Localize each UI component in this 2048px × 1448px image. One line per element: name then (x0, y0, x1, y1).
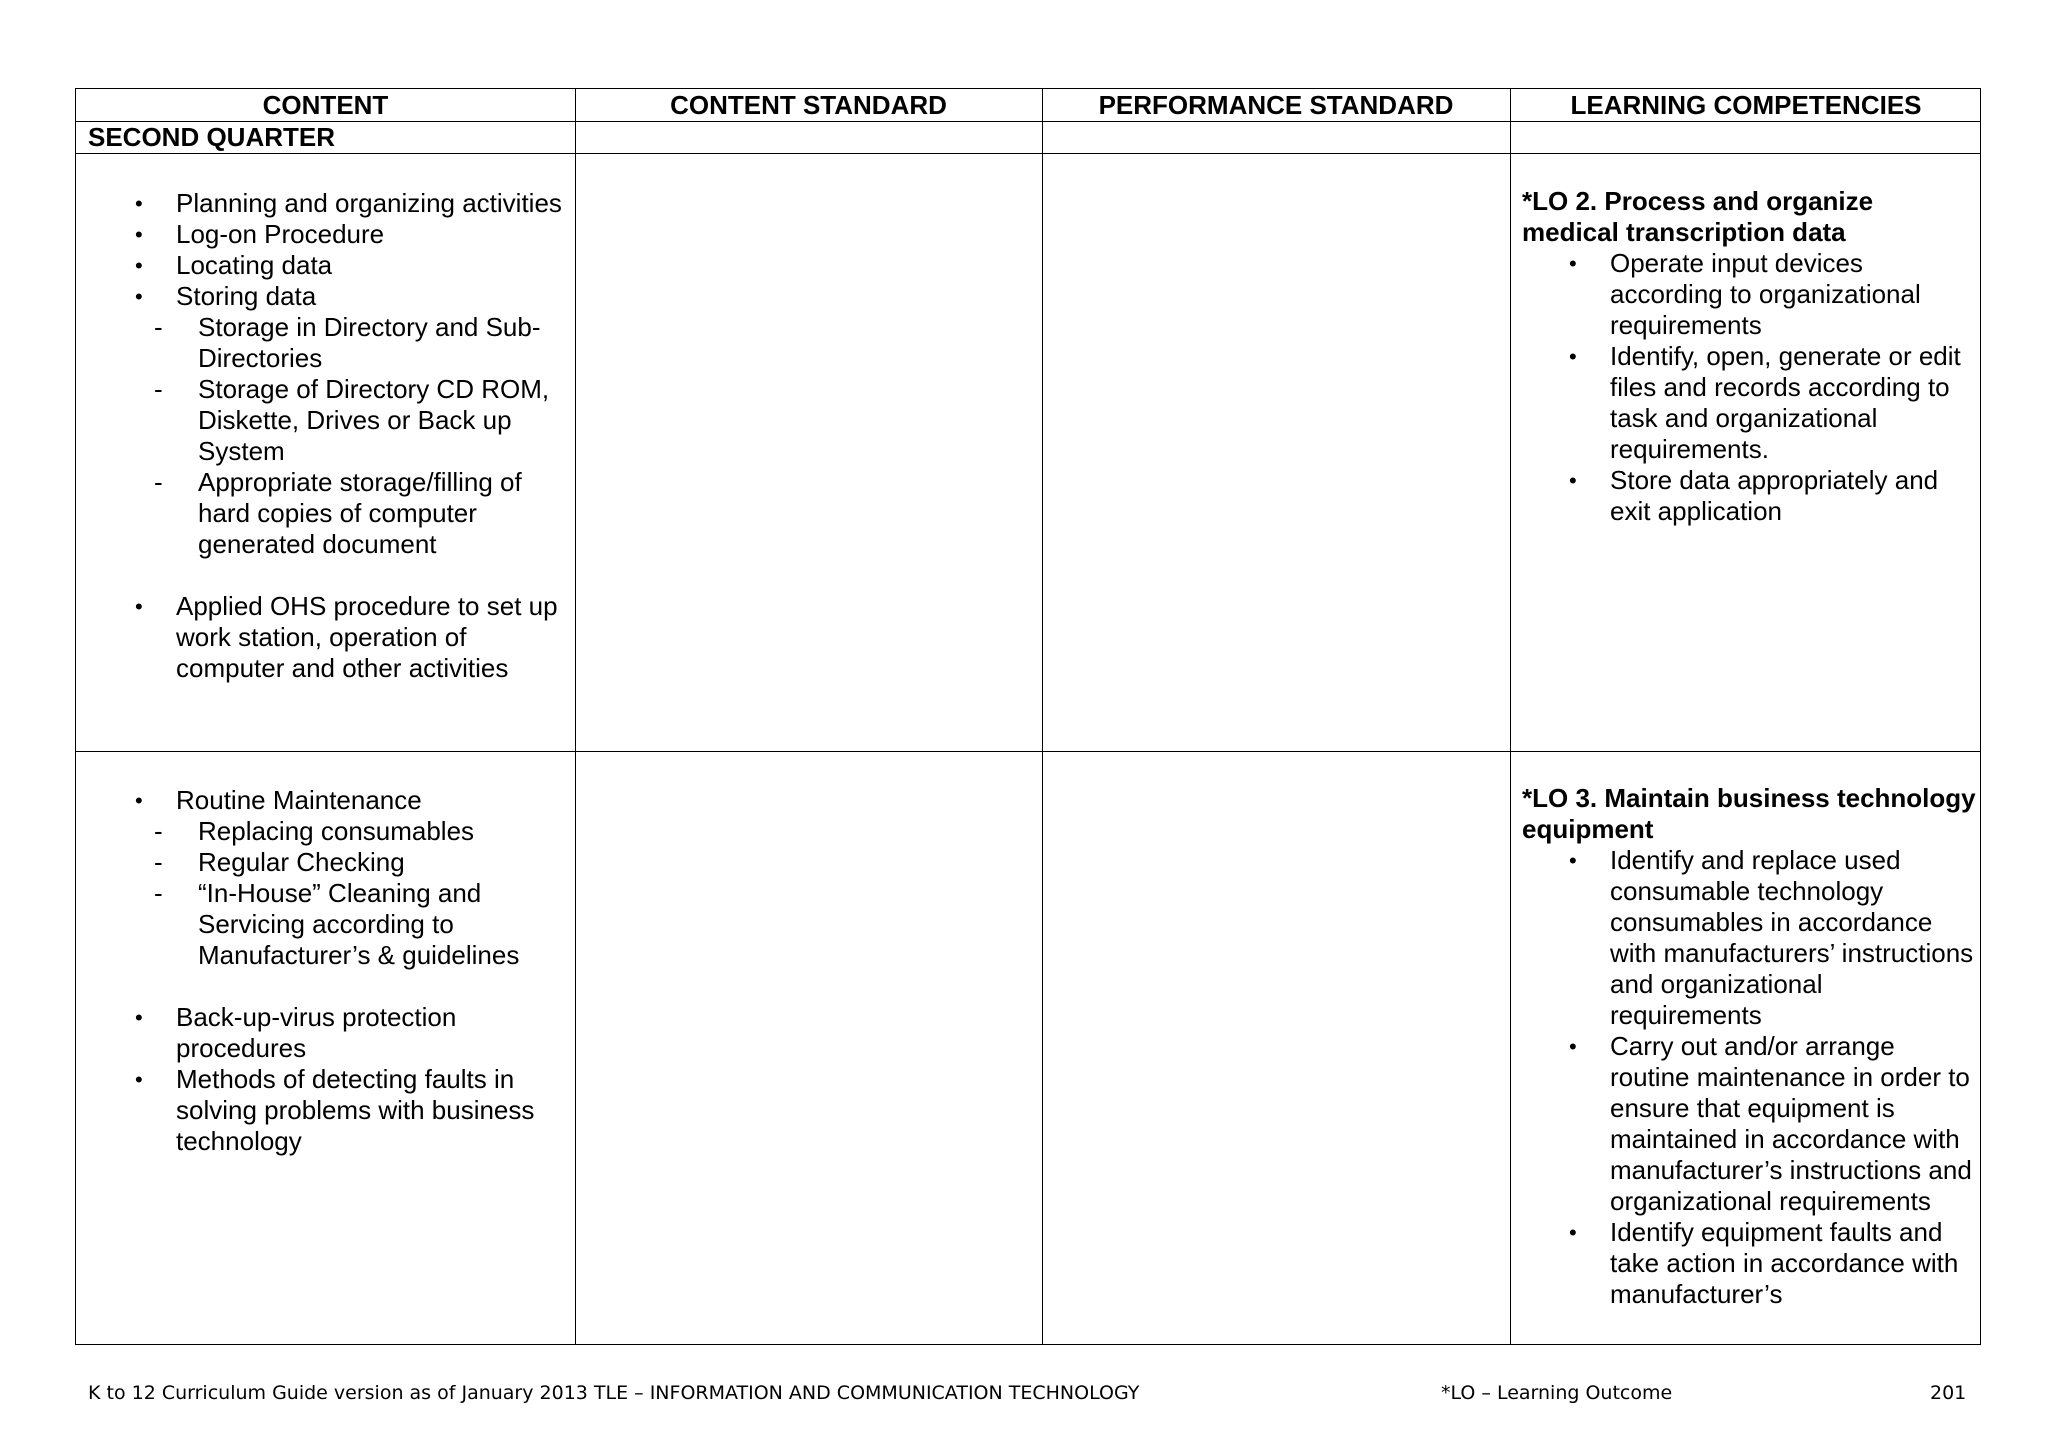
row2-competencies-cell (1522, 783, 1977, 1310)
learning-outcome-title: *LO 2. Process and organize medical transcription data (1522, 186, 1874, 247)
row2-competency-list (1522, 845, 1977, 1310)
list-item: • Identify, open, generate or edit files and records according to task and organizational requirements. (1569, 341, 1961, 464)
footer-lo-legend: *LO – Learning Outcome (1441, 1382, 1673, 1404)
column-divider (1510, 89, 1511, 1344)
bullet-icon: • (135, 1005, 143, 1030)
quarter-label: SECOND QUARTER (88, 122, 336, 152)
bullet-icon: • (1569, 1034, 1577, 1059)
header-content-standard: CONTENT STANDARD (670, 90, 947, 120)
row2-content-list-2 (76, 1002, 575, 1157)
sub-list-item: - Storage of Directory CD ROM, Diskette, Drives or Back up System (154, 374, 550, 466)
list-item: • Applied OHS procedure to set up work station, operation of computer and other activities (135, 591, 558, 683)
column-divider (575, 89, 576, 1344)
row-divider (76, 153, 1980, 154)
bullet-icon: • (135, 253, 143, 278)
list-item: • Routine Maintenance (135, 785, 422, 815)
list-item: • Operate input devices according to organizational requirements (1569, 248, 1921, 340)
bullet-icon: • (1569, 344, 1577, 369)
bullet-icon: • (135, 1067, 143, 1092)
row2-content-cell (76, 785, 575, 1157)
row1-content-list-2 (76, 591, 575, 684)
bullet-icon: • (1569, 848, 1577, 873)
dash-marker: - (154, 374, 163, 404)
row1-competencies-cell (1522, 186, 1977, 527)
row-divider (76, 121, 1980, 122)
list-item: • Planning and organizing activities (135, 188, 562, 218)
bullet-icon: • (1569, 251, 1577, 276)
dash-marker: - (154, 467, 163, 497)
row-divider (76, 751, 1980, 752)
header-learning-competencies: LEARNING COMPETENCIES (1570, 90, 1922, 120)
list-item: • Storing data (135, 281, 317, 311)
dash-marker: - (154, 816, 163, 846)
sub-list-item: - Storage in Directory and Sub-Directories (154, 312, 541, 373)
row1-competency-list (1522, 248, 1977, 527)
row2-maintenance-sublist (76, 816, 575, 971)
curriculum-table (75, 88, 1981, 1345)
bullet-icon: • (135, 191, 143, 216)
list-item: • Locating data (135, 250, 333, 280)
row2-content-list (76, 785, 575, 816)
learning-outcome-title: *LO 3. Maintain business technology equipment (1522, 783, 1976, 844)
sub-list-item: - Appropriate storage/filling of hard copies of computer generated document (154, 467, 522, 559)
sub-list-item: - Regular Checking (154, 847, 405, 877)
dash-marker: - (154, 312, 163, 342)
dash-marker: - (154, 878, 163, 908)
header-performance-standard: PERFORMANCE STANDARD (1098, 90, 1454, 120)
bullet-icon: • (1569, 1220, 1577, 1245)
list-item: • Identify and replace used consumable technology consumables in accordance with manufacturers’ instructions and organizational requirements (1569, 845, 1974, 1030)
sub-list-item: - “In-House” Cleaning and Servicing according to Manufacturer’s & guidelines (154, 878, 520, 970)
footer-page-number: 201 (1930, 1382, 1967, 1404)
row1-content-cell (76, 188, 575, 684)
header-content: CONTENT (262, 90, 389, 120)
sub-list-item: - Replacing consumables (154, 816, 475, 846)
bullet-icon: • (135, 788, 143, 813)
list-item: • Store data appropriately and exit application (1569, 465, 1939, 526)
footer-document-info: K to 12 Curriculum Guide version as of January 2013 TLE – INFORMATION AND COMMUNICATION TECHNOLOGY (88, 1382, 1140, 1404)
row1-content-list (76, 188, 575, 312)
column-divider (1042, 89, 1043, 1344)
bullet-icon: • (135, 222, 143, 247)
dash-marker: - (154, 847, 163, 877)
list-item: • Carry out and/or arrange routine maintenance in order to ensure that equipment is maintained in accordance with manufacturer’s instructions and organizational requirements (1569, 1031, 1972, 1216)
list-item: • Methods of detecting faults in solving problems with business technology (135, 1064, 535, 1156)
list-item: • Log-on Procedure (135, 219, 385, 249)
list-item: • Identify equipment faults and take action in accordance with manufacturer’s (1569, 1217, 1959, 1309)
row1-storing-sublist (76, 312, 575, 560)
bullet-icon: • (135, 594, 143, 619)
bullet-icon: • (1569, 468, 1577, 493)
list-item: • Back-up-virus protection procedures (135, 1002, 457, 1063)
bullet-icon: • (135, 284, 143, 309)
